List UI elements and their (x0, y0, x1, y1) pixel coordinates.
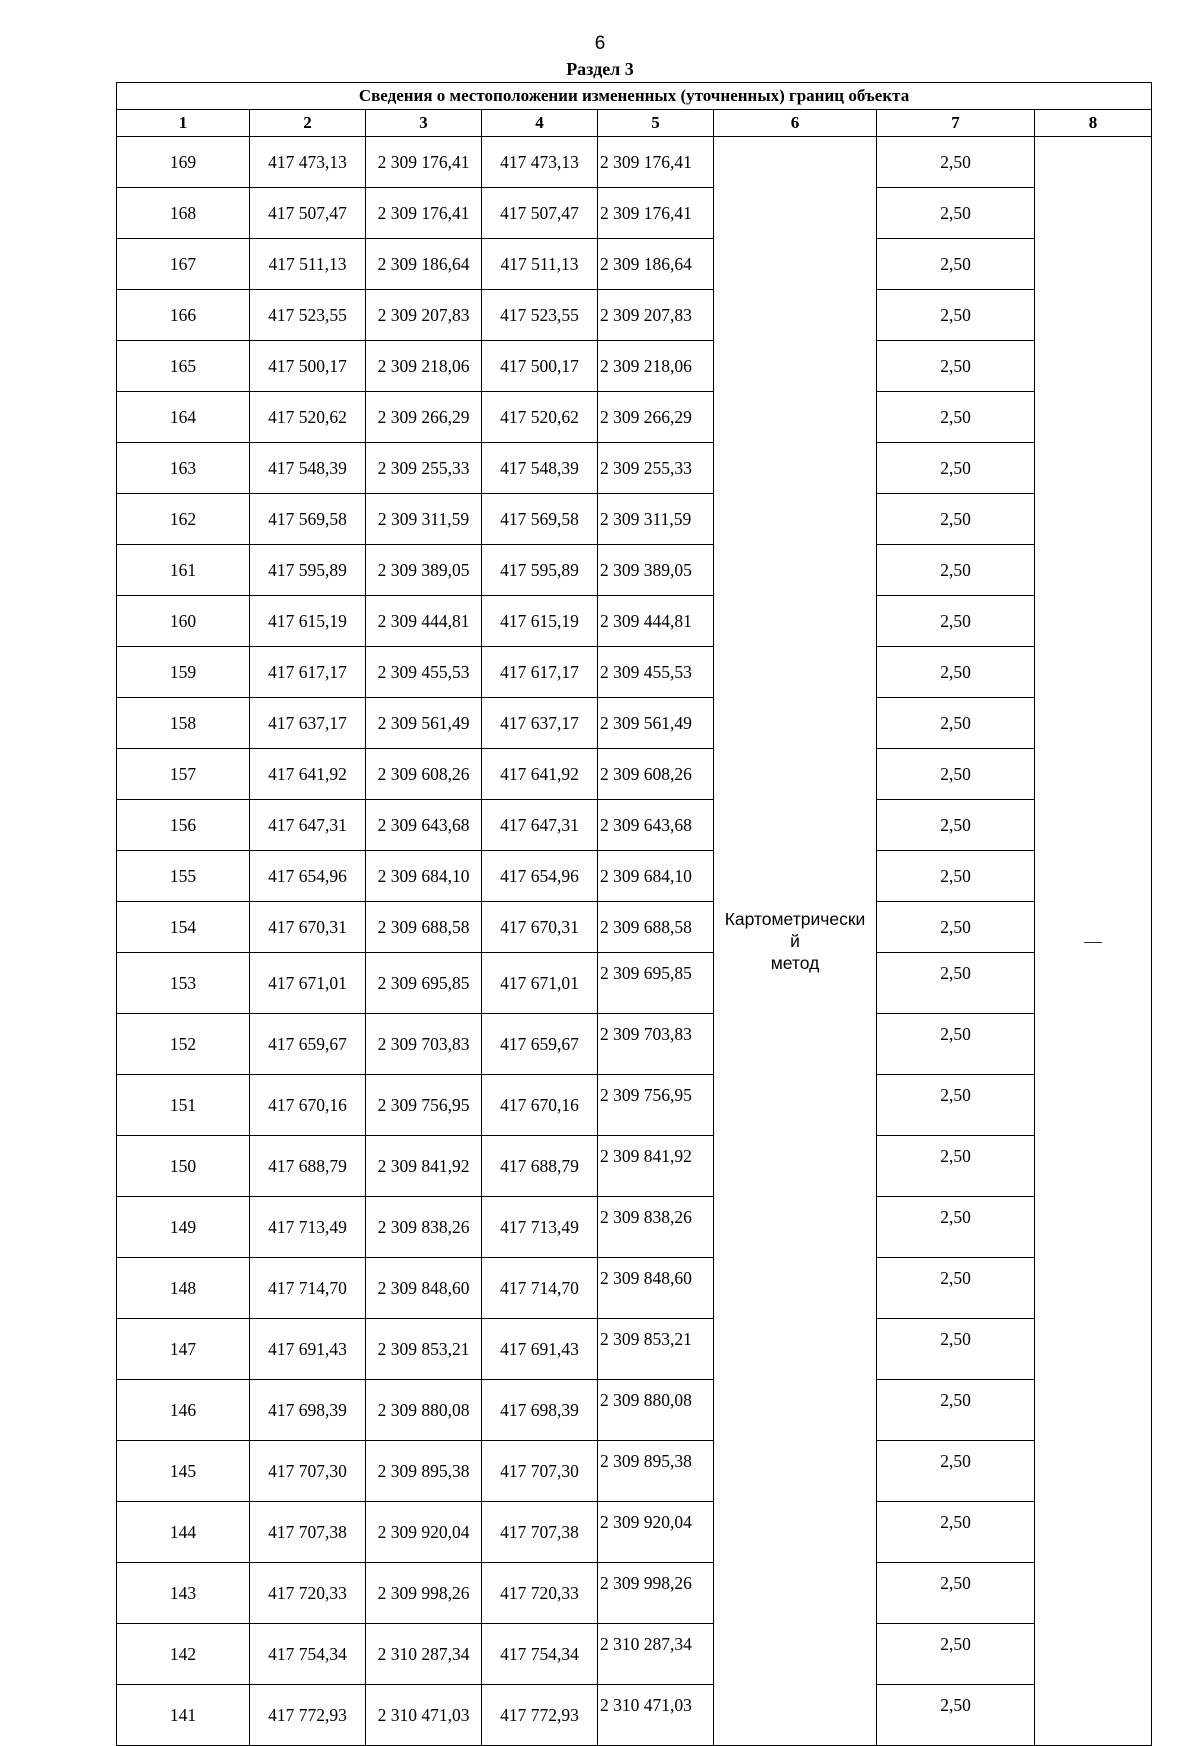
accuracy-cell: 2,50 (877, 1380, 1035, 1441)
x-old-cell: 417 772,93 (250, 1685, 366, 1746)
column-number: 4 (482, 110, 598, 137)
x-new-cell: 417 548,39 (482, 443, 598, 494)
accuracy-cell: 2,50 (877, 392, 1035, 443)
x-new-cell: 417 688,79 (482, 1136, 598, 1197)
column-number: 6 (714, 110, 877, 137)
point-number-cell: 165 (117, 341, 250, 392)
column-number: 3 (366, 110, 482, 137)
x-old-cell: 417 615,19 (250, 596, 366, 647)
x-new-cell: 417 670,16 (482, 1075, 598, 1136)
table-row (117, 443, 1152, 494)
page-number: 6 (594, 33, 606, 54)
method-text-line: Картометрически (724, 909, 866, 929)
x-new-cell: 417 637,17 (482, 698, 598, 749)
table-row (117, 1319, 1152, 1380)
accuracy-cell: 2,50 (877, 1685, 1035, 1746)
y-old-cell: 2 309 608,26 (366, 749, 482, 800)
y-new-cell: 2 309 880,08 (598, 1380, 714, 1441)
accuracy-cell: 2,50 (877, 545, 1035, 596)
x-new-cell: 417 691,43 (482, 1319, 598, 1380)
point-number-cell: 153 (117, 953, 250, 1014)
x-old-cell: 417 637,17 (250, 698, 366, 749)
table-row (117, 1075, 1152, 1136)
y-new-cell: 2 309 255,33 (598, 443, 714, 494)
table-row (117, 851, 1152, 902)
accuracy-cell: 2,50 (877, 1075, 1035, 1136)
x-new-cell: 417 647,31 (482, 800, 598, 851)
x-old-cell: 417 595,89 (250, 545, 366, 596)
y-new-cell: 2 310 287,34 (598, 1624, 714, 1685)
table-row (117, 341, 1152, 392)
accuracy-cell: 2,50 (877, 953, 1035, 1014)
table-row (117, 137, 1152, 188)
y-old-cell: 2 310 287,34 (366, 1624, 482, 1685)
point-number-cell: 162 (117, 494, 250, 545)
x-old-cell: 417 698,39 (250, 1380, 366, 1441)
x-new-cell: 417 654,96 (482, 851, 598, 902)
accuracy-cell: 2,50 (877, 1258, 1035, 1319)
x-old-cell: 417 511,13 (250, 239, 366, 290)
point-number-cell: 151 (117, 1075, 250, 1136)
accuracy-cell: 2,50 (877, 443, 1035, 494)
accuracy-cell: 2,50 (877, 494, 1035, 545)
accuracy-cell: 2,50 (877, 1563, 1035, 1624)
point-number-cell: 154 (117, 902, 250, 953)
table-row (117, 1136, 1152, 1197)
x-old-cell: 417 713,49 (250, 1197, 366, 1258)
point-number-cell: 146 (117, 1380, 250, 1441)
point-number-cell: 141 (117, 1685, 250, 1746)
table-row (117, 698, 1152, 749)
y-new-cell: 2 309 311,59 (598, 494, 714, 545)
y-old-cell: 2 309 841,92 (366, 1136, 482, 1197)
accuracy-cell: 2,50 (877, 239, 1035, 290)
table-row (117, 1197, 1152, 1258)
y-new-cell: 2 309 684,10 (598, 851, 714, 902)
x-old-cell: 417 714,70 (250, 1258, 366, 1319)
x-new-cell: 417 507,47 (482, 188, 598, 239)
x-old-cell: 417 670,16 (250, 1075, 366, 1136)
x-new-cell: 417 569,58 (482, 494, 598, 545)
accuracy-cell: 2,50 (877, 749, 1035, 800)
y-new-cell: 2 309 848,60 (598, 1258, 714, 1319)
accuracy-cell: 2,50 (877, 596, 1035, 647)
y-new-cell: 2 309 207,83 (598, 290, 714, 341)
x-old-cell: 417 659,67 (250, 1014, 366, 1075)
y-old-cell: 2 309 266,29 (366, 392, 482, 443)
x-new-cell: 417 707,38 (482, 1502, 598, 1563)
accuracy-cell: 2,50 (877, 851, 1035, 902)
table-row (117, 596, 1152, 647)
y-new-cell: 2 309 176,41 (598, 137, 714, 188)
accuracy-cell: 2,50 (877, 188, 1035, 239)
x-old-cell: 417 670,31 (250, 902, 366, 953)
column-number: 2 (250, 110, 366, 137)
point-number-cell: 147 (117, 1319, 250, 1380)
column-number: 7 (877, 110, 1035, 137)
x-old-cell: 417 617,17 (250, 647, 366, 698)
accuracy-cell: 2,50 (877, 1197, 1035, 1258)
x-old-cell: 417 707,30 (250, 1441, 366, 1502)
y-old-cell: 2 309 756,95 (366, 1075, 482, 1136)
note-cell: — (1035, 137, 1152, 1746)
column-number: 8 (1035, 110, 1152, 137)
y-old-cell: 2 309 176,41 (366, 137, 482, 188)
accuracy-cell: 2,50 (877, 902, 1035, 953)
y-old-cell: 2 309 880,08 (366, 1380, 482, 1441)
y-new-cell: 2 309 176,41 (598, 188, 714, 239)
column-number: 1 (117, 110, 250, 137)
y-new-cell: 2 309 455,53 (598, 647, 714, 698)
x-new-cell: 417 523,55 (482, 290, 598, 341)
x-new-cell: 417 713,49 (482, 1197, 598, 1258)
y-old-cell: 2 309 895,38 (366, 1441, 482, 1502)
table-row (117, 749, 1152, 800)
y-old-cell: 2 309 695,85 (366, 953, 482, 1014)
accuracy-cell: 2,50 (877, 1502, 1035, 1563)
y-old-cell: 2 309 703,83 (366, 1014, 482, 1075)
table-row (117, 1441, 1152, 1502)
point-number-cell: 156 (117, 800, 250, 851)
table-row (117, 1502, 1152, 1563)
x-old-cell: 417 671,01 (250, 953, 366, 1014)
point-number-cell: 157 (117, 749, 250, 800)
table-row (117, 1563, 1152, 1624)
point-number-cell: 152 (117, 1014, 250, 1075)
y-new-cell: 2 309 444,81 (598, 596, 714, 647)
table-row (117, 494, 1152, 545)
x-old-cell: 417 500,17 (250, 341, 366, 392)
y-new-cell: 2 309 920,04 (598, 1502, 714, 1563)
point-number-cell: 166 (117, 290, 250, 341)
point-number-cell: 150 (117, 1136, 250, 1197)
y-old-cell: 2 309 207,83 (366, 290, 482, 341)
x-old-cell: 417 548,39 (250, 443, 366, 494)
y-new-cell: 2 309 561,49 (598, 698, 714, 749)
y-old-cell: 2 309 218,06 (366, 341, 482, 392)
x-old-cell: 417 720,33 (250, 1563, 366, 1624)
table-row (117, 1380, 1152, 1441)
point-number-cell: 144 (117, 1502, 250, 1563)
y-new-cell: 2 309 266,29 (598, 392, 714, 443)
x-new-cell: 417 671,01 (482, 953, 598, 1014)
point-number-cell: 155 (117, 851, 250, 902)
table-row (117, 1014, 1152, 1075)
y-new-cell: 2 309 389,05 (598, 545, 714, 596)
y-old-cell: 2 309 455,53 (366, 647, 482, 698)
y-new-cell: 2 309 853,21 (598, 1319, 714, 1380)
y-old-cell: 2 309 255,33 (366, 443, 482, 494)
method-text-line: метод (770, 953, 820, 973)
y-old-cell: 2 309 998,26 (366, 1563, 482, 1624)
x-old-cell: 417 691,43 (250, 1319, 366, 1380)
accuracy-cell: 2,50 (877, 137, 1035, 188)
y-new-cell: 2 309 841,92 (598, 1136, 714, 1197)
point-number-cell: 161 (117, 545, 250, 596)
x-new-cell: 417 520,62 (482, 392, 598, 443)
y-new-cell: 2 309 218,06 (598, 341, 714, 392)
x-new-cell: 417 754,34 (482, 1624, 598, 1685)
accuracy-cell: 2,50 (877, 800, 1035, 851)
x-new-cell: 417 615,19 (482, 596, 598, 647)
accuracy-cell: 2,50 (877, 698, 1035, 749)
point-number-cell: 159 (117, 647, 250, 698)
point-number-cell: 143 (117, 1563, 250, 1624)
accuracy-cell: 2,50 (877, 290, 1035, 341)
boundary-coordinates-table (116, 82, 1152, 1746)
table-row (117, 1624, 1152, 1685)
method-text-line: й (790, 931, 800, 951)
y-new-cell: 2 309 608,26 (598, 749, 714, 800)
x-old-cell: 417 688,79 (250, 1136, 366, 1197)
table-row (117, 1685, 1152, 1746)
x-new-cell: 417 511,13 (482, 239, 598, 290)
x-new-cell: 417 473,13 (482, 137, 598, 188)
y-old-cell: 2 309 389,05 (366, 545, 482, 596)
y-new-cell: 2 309 186,64 (598, 239, 714, 290)
accuracy-cell: 2,50 (877, 1624, 1035, 1685)
table-row (117, 545, 1152, 596)
y-new-cell: 2 310 471,03 (598, 1685, 714, 1746)
y-old-cell: 2 309 838,26 (366, 1197, 482, 1258)
x-new-cell: 417 720,33 (482, 1563, 598, 1624)
y-old-cell: 2 309 444,81 (366, 596, 482, 647)
x-new-cell: 417 659,67 (482, 1014, 598, 1075)
y-old-cell: 2 309 176,41 (366, 188, 482, 239)
accuracy-cell: 2,50 (877, 1441, 1035, 1502)
accuracy-cell: 2,50 (877, 647, 1035, 698)
y-old-cell: 2 309 688,58 (366, 902, 482, 953)
y-new-cell: 2 309 688,58 (598, 902, 714, 953)
y-old-cell: 2 309 643,68 (366, 800, 482, 851)
point-number-cell: 149 (117, 1197, 250, 1258)
x-old-cell: 417 641,92 (250, 749, 366, 800)
x-new-cell: 417 698,39 (482, 1380, 598, 1441)
point-number-cell: 163 (117, 443, 250, 494)
table-row (117, 800, 1152, 851)
y-new-cell: 2 309 756,95 (598, 1075, 714, 1136)
x-new-cell: 417 670,31 (482, 902, 598, 953)
table-row (117, 953, 1152, 1014)
point-number-cell: 167 (117, 239, 250, 290)
y-old-cell: 2 310 471,03 (366, 1685, 482, 1746)
accuracy-cell: 2,50 (877, 1014, 1035, 1075)
accuracy-cell: 2,50 (877, 1319, 1035, 1380)
x-new-cell: 417 641,92 (482, 749, 598, 800)
x-old-cell: 417 569,58 (250, 494, 366, 545)
x-new-cell: 417 617,17 (482, 647, 598, 698)
point-number-cell: 160 (117, 596, 250, 647)
x-old-cell: 417 654,96 (250, 851, 366, 902)
accuracy-cell: 2,50 (877, 341, 1035, 392)
point-number-cell: 169 (117, 137, 250, 188)
point-number-cell: 168 (117, 188, 250, 239)
x-old-cell: 417 523,55 (250, 290, 366, 341)
x-old-cell: 417 507,47 (250, 188, 366, 239)
table-row (117, 290, 1152, 341)
point-number-cell: 142 (117, 1624, 250, 1685)
x-new-cell: 417 500,17 (482, 341, 598, 392)
table-row (117, 1258, 1152, 1319)
table-row (117, 647, 1152, 698)
y-old-cell: 2 309 186,64 (366, 239, 482, 290)
table-caption: Сведения о местоположении измененных (уточненных) границ объекта (117, 83, 1152, 110)
y-old-cell: 2 309 848,60 (366, 1258, 482, 1319)
method-cell (714, 137, 877, 1746)
y-old-cell: 2 309 561,49 (366, 698, 482, 749)
y-new-cell: 2 309 695,85 (598, 953, 714, 1014)
y-old-cell: 2 309 853,21 (366, 1319, 482, 1380)
point-number-cell: 148 (117, 1258, 250, 1319)
y-new-cell: 2 309 895,38 (598, 1441, 714, 1502)
table-row (117, 239, 1152, 290)
x-old-cell: 417 754,34 (250, 1624, 366, 1685)
x-old-cell: 417 473,13 (250, 137, 366, 188)
x-new-cell: 417 714,70 (482, 1258, 598, 1319)
point-number-cell: 158 (117, 698, 250, 749)
column-number: 5 (598, 110, 714, 137)
table-row (117, 392, 1152, 443)
x-old-cell: 417 707,38 (250, 1502, 366, 1563)
y-old-cell: 2 309 311,59 (366, 494, 482, 545)
x-old-cell: 417 647,31 (250, 800, 366, 851)
table-body (117, 137, 1152, 1746)
x-new-cell: 417 772,93 (482, 1685, 598, 1746)
section-title: Раздел 3 (566, 59, 634, 79)
y-new-cell: 2 309 998,26 (598, 1563, 714, 1624)
point-number-cell: 164 (117, 392, 250, 443)
x-new-cell: 417 595,89 (482, 545, 598, 596)
y-old-cell: 2 309 920,04 (366, 1502, 482, 1563)
point-number-cell: 145 (117, 1441, 250, 1502)
accuracy-cell: 2,50 (877, 1136, 1035, 1197)
x-new-cell: 417 707,30 (482, 1441, 598, 1502)
y-new-cell: 2 309 838,26 (598, 1197, 714, 1258)
table-row (117, 902, 1152, 953)
x-old-cell: 417 520,62 (250, 392, 366, 443)
table-row (117, 188, 1152, 239)
y-new-cell: 2 309 703,83 (598, 1014, 714, 1075)
y-new-cell: 2 309 643,68 (598, 800, 714, 851)
y-old-cell: 2 309 684,10 (366, 851, 482, 902)
